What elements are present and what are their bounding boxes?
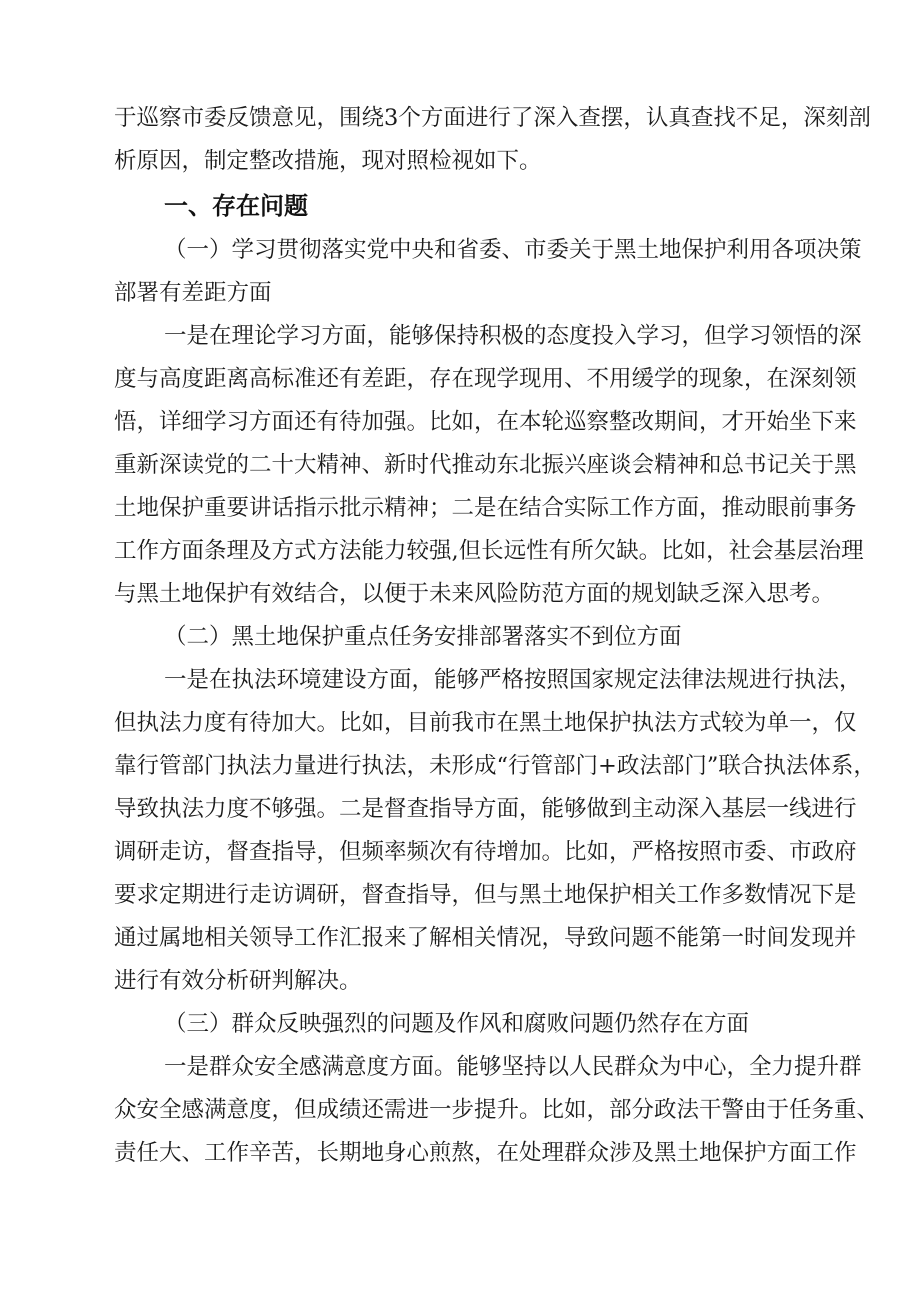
sub2-body-line-5: 调研走访，督查指导，但频率频次有待增加。比如，严格按照市委、市政府 — [114, 839, 857, 865]
sub2-body-line-6: 要求定期进行走访调研，督查指导，但与黑土地保护相关工作多数情况下是 — [114, 882, 857, 908]
sub2-body-line-3: 靠行管部门执法力量进行执法，未形成“行管部门+政法部门”联合执法体系， — [114, 753, 876, 779]
sub3-title-line-1: （三）群众反映强烈的问题及作风和腐败问题仍然存在方面 — [164, 1011, 750, 1037]
sub2-body-line-8: 进行有效分析研判解决。 — [114, 968, 362, 994]
sub1-body-line-4: 重新深读党的二十大精神、新时代推动东北振兴座谈会精神和总书记关于黑 — [114, 452, 857, 478]
sub1-body-line-5: 土地保护重要讲话指示批示精神；二是在结合实际工作方面，推动眼前事务 — [114, 495, 857, 521]
sub1-body-line-6: 工作方面条理及方式方法能力较强,但长远性有所欠缺。比如，社会基层治理 — [114, 538, 864, 564]
sub1-body-line-2: 度与高度距离高标准还有差距，存在现学现用、不用缓学的现象，在深刻领 — [114, 366, 857, 392]
intro-line-1: 于巡察市委反馈意见，围绕3个方面进行了深入查摆，认真查找不足，深刻剖 — [114, 105, 871, 131]
sub2-body-line-7: 通过属地相关领导工作汇报来了解相关情况，导致问题不能第一时间发现并 — [114, 925, 857, 951]
sub3-body-line-1: 一是群众安全感满意度方面。能够坚持以人民群众为中心，全力提升群 — [164, 1054, 862, 1080]
sub2-body-line-2: 但执法力度有待加大。比如，目前我市在黑土地保护执法方式较为单一，仅 — [114, 710, 857, 736]
sub1-body-line-1: 一是在理论学习方面，能够保持积极的态度投入学习，但学习领悟的深 — [164, 323, 862, 349]
sub1-body-line-3: 悟，详细学习方面还有待加强。比如，在本轮巡察整改期间，才开始坐下来 — [114, 409, 857, 435]
sub1-title-line-2: 部署有差距方面 — [114, 280, 272, 306]
sub2-body-line-4: 导致执法力度不够强。二是督查指导方面，能够做到主动深入基层一线进行 — [114, 796, 857, 822]
sub1-title-line-1: （一）学习贯彻落实党中央和省委、市委关于黑土地保护利用各项决策 — [164, 237, 862, 263]
section-heading-problems: 一、存在问题 — [164, 192, 308, 220]
sub3-body-line-3: 责任大、工作辛苦，长期地身心煎熬，在处理群众涉及黑土地保护方面工作 — [114, 1140, 857, 1166]
intro-line-2: 析原因，制定整改措施，现对照检视如下。 — [114, 148, 542, 174]
sub1-body-line-7: 与黑土地保护有效结合，以便于未来风险防范方面的规划缺乏深入思考。 — [114, 581, 835, 607]
sub3-body-line-2: 众安全感满意度，但成绩还需进一步提升。比如，部分政法干警由于任务重、 — [114, 1097, 880, 1123]
sub2-body-line-1: 一是在执法环境建设方面，能够严格按照国家规定法律法规进行执法， — [164, 667, 862, 693]
sub2-title-line-1: （二）黑土地保护重点任务安排部署落实不到位方面 — [164, 624, 682, 650]
